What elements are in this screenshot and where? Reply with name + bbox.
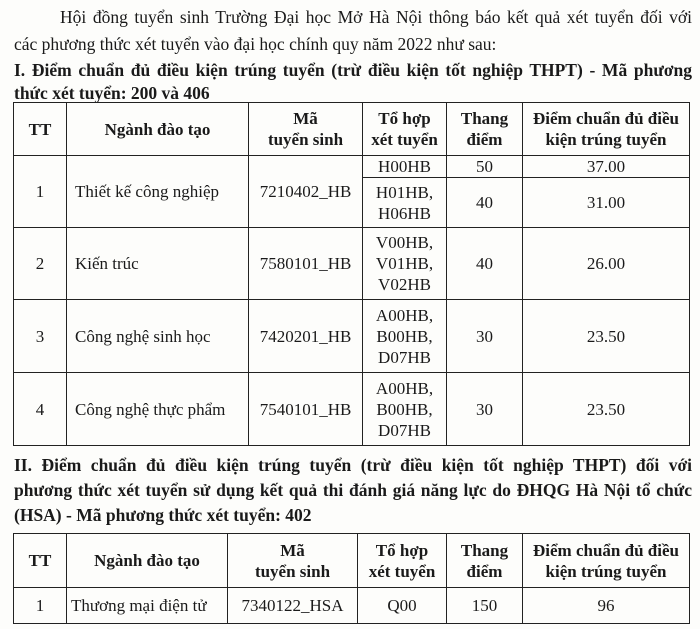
table-section2 xyxy=(13,533,690,624)
header-tt: TT xyxy=(14,103,67,156)
cell-tt: 2 xyxy=(14,228,67,300)
cell-nganh: Công nghệ thực phẩm xyxy=(67,373,249,446)
cell-diem: 37.00 xyxy=(523,156,690,178)
cell-diem: 26.00 xyxy=(523,228,690,300)
cell-tt: 4 xyxy=(14,373,67,446)
cell-nganh: Công nghệ sinh học xyxy=(67,300,249,373)
cell-nganh: Kiến trúc xyxy=(67,228,249,300)
cell-diem: 23.50 xyxy=(523,300,690,373)
table-section1 xyxy=(13,102,690,446)
cell-ma: 7340122_HSA xyxy=(228,588,358,624)
header-thang: Thang điểm xyxy=(447,534,523,588)
cell-tt: 1 xyxy=(14,156,67,228)
cell-nganh: Thương mại điện tử xyxy=(67,588,228,624)
cell-thang: 30 xyxy=(447,373,523,446)
cell-thang: 50 xyxy=(447,156,523,178)
cell-tohop: A00HB, B00HB, D07HB xyxy=(363,373,447,446)
cell-ma: 7420201_HB xyxy=(249,300,363,373)
header-tt: TT xyxy=(14,534,67,588)
section1-heading-2: thức xét tuyển: 200 và 406 xyxy=(14,83,210,103)
header-ma: Mã tuyển sinh xyxy=(228,534,358,588)
cell-nganh: Thiết kế công nghiệp xyxy=(67,156,249,228)
cell-tohop: H00HB xyxy=(363,156,447,178)
header-thang: Thang điểm xyxy=(447,103,523,156)
table-header xyxy=(14,534,690,588)
intro-line-2: các phương thức xét tuyển vào đại học chính quy năm 2022 như sau: xyxy=(14,34,497,54)
cell-ma: 7540101_HB xyxy=(249,373,363,446)
cell-tohop: A00HB, B00HB, D07HB xyxy=(363,300,447,373)
cell-diem: 31.00 xyxy=(523,178,690,228)
cell-ma: 7580101_HB xyxy=(249,228,363,300)
header-diem: Điểm chuẩn đủ điều kiện trúng tuyển xyxy=(523,534,690,588)
header-nganh: Ngành đào tạo xyxy=(67,103,249,156)
header-ma: Mã tuyển sinh xyxy=(249,103,363,156)
table-row xyxy=(14,373,690,446)
section2-heading-3: (HSA) - Mã phương thức xét tuyển: 402 xyxy=(14,505,312,525)
section1-heading: I. Điểm chuẩn đủ điều kiện trúng tuyển (trừ điều kiện tốt nghiệp THPT) - Mã phương xyxy=(14,60,692,80)
table-row xyxy=(14,156,690,178)
cell-diem: 96 xyxy=(523,588,690,624)
table-header xyxy=(14,103,690,156)
section2-heading: II. Điểm chuẩn đủ điều kiện trúng tuyển (trừ điều kiện tốt nghiệp THPT) đối với xyxy=(14,455,692,475)
cell-diem: 23.50 xyxy=(523,373,690,446)
header-diem: Điểm chuẩn đủ điều kiện trúng tuyển xyxy=(523,103,690,156)
cell-tohop: Q00 xyxy=(358,588,447,624)
table-row xyxy=(14,300,690,373)
header-nganh: Ngành đào tạo xyxy=(67,534,228,588)
header-tohop: Tổ hợp xét tuyển xyxy=(363,103,447,156)
cell-tt: 1 xyxy=(14,588,67,624)
cell-thang: 40 xyxy=(447,228,523,300)
table-row xyxy=(14,228,690,300)
header-tohop: Tổ hợp xét tuyển xyxy=(358,534,447,588)
intro-line-1: Hội đồng tuyển sinh Trường Đại học Mở Hà Nội thông báo kết quả xét tuyển đối với xyxy=(60,7,692,27)
cell-tohop: H01HB, H06HB xyxy=(363,178,447,228)
cell-thang: 150 xyxy=(447,588,523,624)
table-row xyxy=(14,588,690,624)
cell-tohop: V00HB, V01HB, V02HB xyxy=(363,228,447,300)
cell-ma: 7210402_HB xyxy=(249,156,363,228)
cell-tt: 3 xyxy=(14,300,67,373)
cell-thang: 40 xyxy=(447,178,523,228)
cell-thang: 30 xyxy=(447,300,523,373)
section2-heading-2: phương thức xét tuyển sử dụng kết quả thi đánh giá năng lực do ĐHQG Hà Nội tổ chức xyxy=(14,480,692,500)
